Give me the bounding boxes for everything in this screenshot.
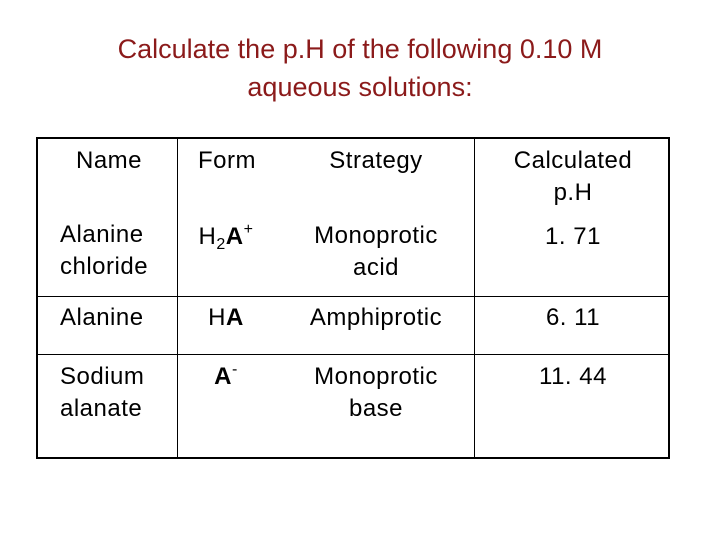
column-divider: [177, 139, 178, 457]
row-2-strategy: Amphiprotic: [309, 304, 443, 331]
row-divider: [38, 296, 668, 297]
row-2-form: HA: [208, 304, 244, 331]
header-strategy: Strategy: [329, 147, 423, 174]
row-1-strategy: Monoprotic acid: [314, 222, 438, 281]
row-2-name: Alanine: [60, 304, 144, 331]
header-name: Name: [75, 147, 143, 174]
row-3-ph: 11. 44: [539, 363, 607, 390]
row-3-strategy: Monoprotic base: [314, 363, 438, 422]
title-line-2: aqueous solutions:: [247, 72, 473, 102]
row-1-name: Alanine chloride: [60, 221, 149, 280]
header-calculated-ph: Calculated p.H: [513, 147, 633, 206]
ph-table: [36, 137, 670, 459]
row-2-ph: 6. 11: [545, 304, 601, 331]
title-line-1: Calculate the p.H of the following 0.10 M: [117, 34, 603, 64]
row-3-form: A-: [214, 361, 238, 390]
row-1-ph: 1. 71: [545, 223, 601, 250]
row-divider: [38, 354, 668, 355]
column-divider: [474, 139, 475, 457]
row-3-name: Sodium alanate: [60, 363, 145, 422]
header-form: Form: [198, 147, 256, 174]
slide-title: [40, 30, 680, 106]
row-1-form: $H_2A^+$: [198, 221, 254, 253]
